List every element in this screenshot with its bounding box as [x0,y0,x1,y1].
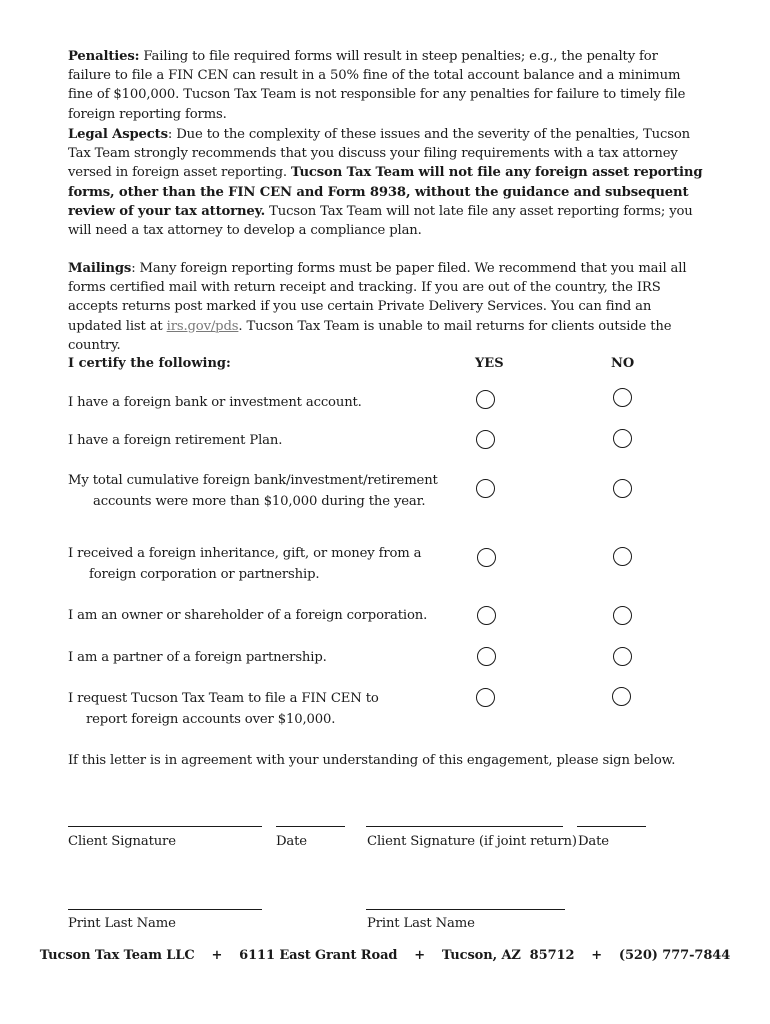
question-foreign-inheritance-line2: foreign corporation or partnership. [89,567,320,582]
print-last-name-label: Print Last Name [68,916,176,931]
penalties-text: Failing to file required forms will result in steep penalties; e.g., the penalty for failure to file a FIN CEN can result in a 50% fine of the total account balance and a minimum fine of $100,000. Tucson Tax Team is not responsible for any penalties for failure to timely file foreign reporting forms. [68,49,686,122]
footer-company: Tucson Tax Team LLC [39,948,195,963]
foreign-inheritance-no-radio[interactable] [613,547,632,566]
footer-separator: + [591,948,603,963]
foreign-corporation-owner-yes-radio[interactable] [477,606,496,625]
foreign-inheritance-yes-radio[interactable] [477,548,496,567]
question-foreign-inheritance [68,543,421,585]
question-cumulative-balance [68,470,438,512]
question-foreign-account: I have a foreign bank or investment account. [68,395,362,410]
joint-signature-label: Client Signature (if joint return) [367,834,577,849]
footer-city: Tucson, AZ 85712 [441,948,575,963]
client-date-label: Date [276,834,307,849]
legal-aspects-heading: Legal Aspects [68,127,168,142]
fincen-request-no-radio[interactable] [612,687,631,706]
question-foreign-retirement: I have a foreign retirement Plan. [68,433,283,448]
joint-signature-line[interactable] [366,826,563,827]
foreign-account-yes-radio[interactable] [476,390,495,409]
footer-address: 6111 East Grant Road [239,948,398,963]
mailings-heading: Mailings [68,261,132,276]
penalties-paragraph [68,47,704,124]
joint-print-last-name-line[interactable] [366,909,565,910]
irs-pds-link[interactable]: irs.gov/pds [166,318,239,334]
question-cumulative-balance-line2: accounts were more than $10,000 during the year. [93,494,426,509]
question-foreign-inheritance-line1: I received a foreign inheritance, gift, or money from a [68,546,422,561]
foreign-partnership-yes-radio[interactable] [477,647,496,666]
foreign-partnership-no-radio[interactable] [613,647,632,666]
cumulative-balance-no-radio[interactable] [613,479,632,498]
client-signature-line[interactable] [68,826,262,827]
client-date-line[interactable] [276,826,345,827]
foreign-retirement-no-radio[interactable] [613,429,632,448]
footer-phone: (520) 777-7844 [618,948,731,963]
yes-column-label: YES [475,356,504,371]
question-cumulative-balance-line1: My total cumulative foreign bank/investment/retirement [68,473,438,488]
foreign-account-no-radio[interactable] [613,388,632,407]
footer-separator: + [414,948,426,963]
question-fincen-request-line1: I request Tucson Tax Team to file a FIN CEN to [68,691,379,706]
foreign-corporation-owner-no-radio[interactable] [613,606,632,625]
legal-aspects-paragraph [68,125,704,240]
legal-aspects-text-end: Tucson Tax Team will not late file any asset reporting forms; you will need a tax attorney to develop a compliance plan. [68,203,693,239]
letterhead-footer [0,948,770,963]
penalties-heading: Penalties: [68,49,140,64]
joint-date-label: Date [578,834,609,849]
client-signature-label: Client Signature [68,834,176,849]
foreign-retirement-yes-radio[interactable] [476,430,495,449]
question-foreign-partnership: I am a partner of a foreign partnership. [68,650,327,665]
print-last-name-line[interactable] [68,909,262,910]
mailings-paragraph [68,259,704,355]
agreement-statement: If this letter is in agreement with your understanding of this engagement, please sign below. [68,753,676,768]
question-fincen-request [68,688,379,730]
certify-heading: I certify the following: [68,356,231,371]
mailings-text: : Many foreign reporting forms must be paper filed. We recommend that you mail all forms certified mail with return receipt and tracking. If you are out of the country, the IRS accepts returns post marked if you use certain Private Delivery Services. You can find an updated list at [68,261,687,334]
legal-aspects-text: : Due to the complexity of these issues and the severity of the penalties, Tucson Tax Team strongly recommends that you discuss your filing requirements with a tax attorney versed in foreign asset reporting. [68,127,690,181]
footer-separator: + [211,948,223,963]
fincen-request-yes-radio[interactable] [476,688,495,707]
joint-print-last-name-label: Print Last Name [367,916,475,931]
no-column-label: NO [611,356,635,371]
legal-aspects-bold-text: Tucson Tax Team will not file any foreign asset reporting forms, other than the FIN CEN and Form 8938, without the guidance and subsequent review of your tax attorney. [68,165,703,219]
cumulative-balance-yes-radio[interactable] [476,479,495,498]
question-fincen-request-line2: report foreign accounts over $10,000. [86,712,336,727]
joint-date-line[interactable] [577,826,646,827]
question-foreign-corporation-owner: I am an owner or shareholder of a foreign corporation. [68,608,428,623]
mailings-text-end: . Tucson Tax Team is unable to mail returns for clients outside the country. [68,318,672,353]
